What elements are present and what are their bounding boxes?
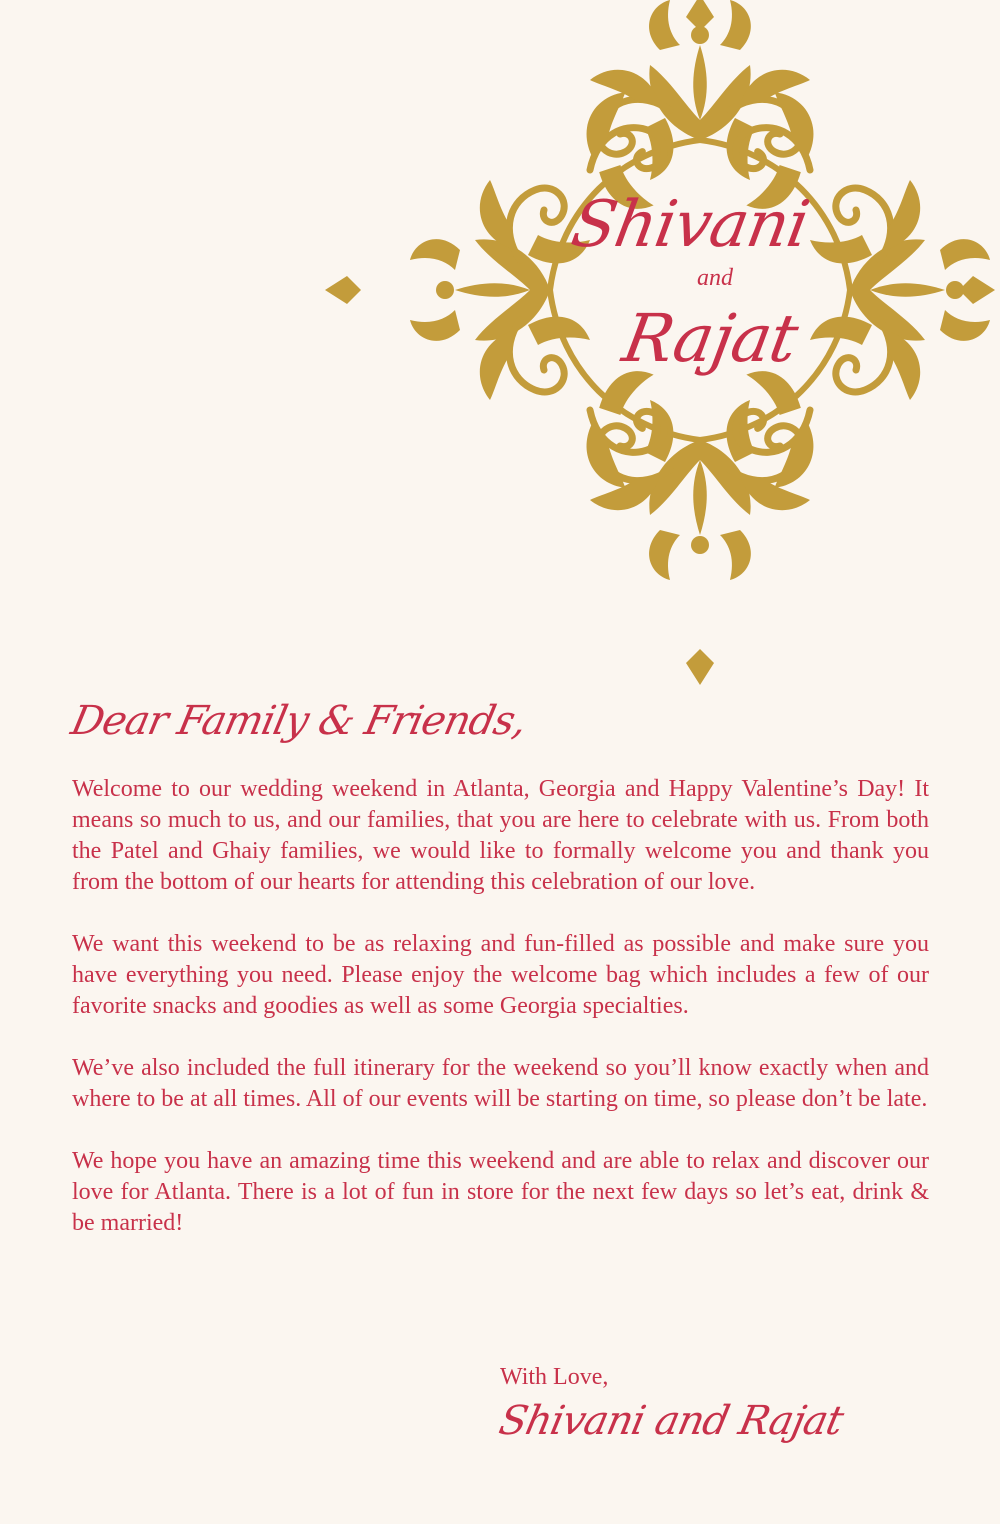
salutation: Dear Family & Friends, bbox=[67, 698, 531, 744]
paragraph-itinerary: We’ve also included the full itinerary for the weekend so you’ll know exactly when and where to be at all times. All of our events will be starting on time, so please don’t be late. bbox=[72, 1055, 929, 1112]
groom-name: Rajat bbox=[617, 300, 803, 377]
paragraph-weekend: We want this weekend to be as relaxing and fun-filled as possible and make sure you have everything you need. Please enjoy the welcome bag which includes a few of our favorite snacks and goodies as well as some Georgia specialties. bbox=[72, 931, 929, 1019]
signature: Shivani and Rajat bbox=[495, 1398, 847, 1444]
paragraph-closing: We hope you have an amazing time this weekend and are able to relax and discover our love for Atlanta. There is a lot of fun in store for the next few days so let’s eat, drink & be married! bbox=[72, 1148, 929, 1236]
paragraph-welcome: Welcome to our wedding weekend in Atlanta, Georgia and Happy Valentine’s Day! It means so much to us, and our families, that you are here to celebrate with us. From both the Patel and Ghaiy families, we would like to formally welcome you and thank you from the bottom of our hearts for attending this celebration of our love. bbox=[72, 776, 929, 895]
closing-line: With Love, bbox=[500, 1364, 609, 1390]
couple-names bbox=[520, 185, 860, 387]
letter-body bbox=[72, 774, 929, 1270]
and-word: and bbox=[697, 265, 733, 291]
bride-name: Shivani bbox=[566, 188, 814, 262]
